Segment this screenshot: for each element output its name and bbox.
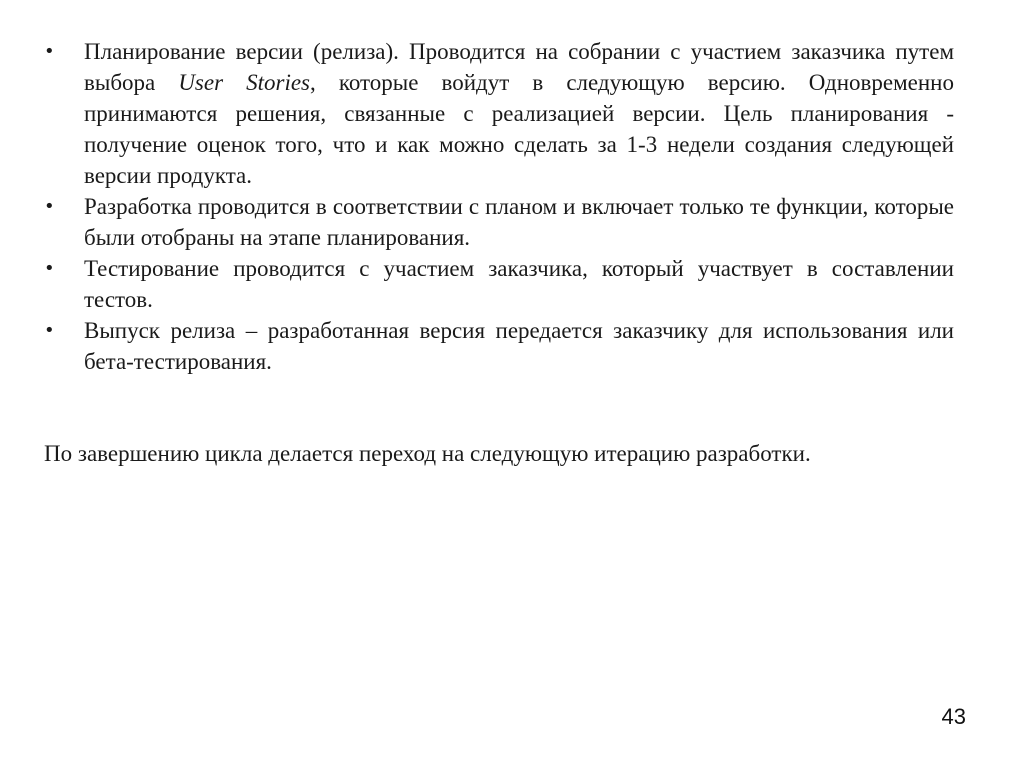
bullet-text-development: Разработка проводится в соответствии с планом и включает только те функции, которые были отобраны на этапе планирования. <box>84 194 954 250</box>
summary-text: По завершению цикла делается переход на следующую итерацию разработки. <box>44 441 811 466</box>
bullet-item-development <box>44 191 954 253</box>
bullet-marker: • <box>44 258 55 279</box>
bullet-marker: • <box>44 196 55 217</box>
page-number: 43 <box>941 704 966 729</box>
bullet-list <box>44 36 954 377</box>
user-stories-emphasis: User Stories <box>178 70 311 95</box>
bullet-text-planning-start: Планирование версии (релиза). Проводится на собрании с участием заказчика путем выбора <box>84 39 954 95</box>
bullet-text-testing: Тестирование проводится с участием заказчика, который участвует в составлении тестов. <box>84 256 954 312</box>
bullet-text-planning-end: , которые войдут в следующую версию. Одновременно принимаются решения, связанные с реализацией версии. Цель планирования - получение оценок того, что и как можно сделать за 1-3 недели создания следующей версии продукта. <box>84 70 954 188</box>
bullet-marker: • <box>44 320 55 341</box>
bullet-text-release: Выпуск релиза – разработанная версия передается заказчику для использования или бета-тестирования. <box>84 318 954 374</box>
bullet-item-release <box>44 315 954 377</box>
bullet-marker: • <box>44 41 55 62</box>
bullet-item-planning <box>44 36 954 191</box>
bullet-text-planning <box>84 39 954 188</box>
bullet-item-testing <box>44 253 954 315</box>
